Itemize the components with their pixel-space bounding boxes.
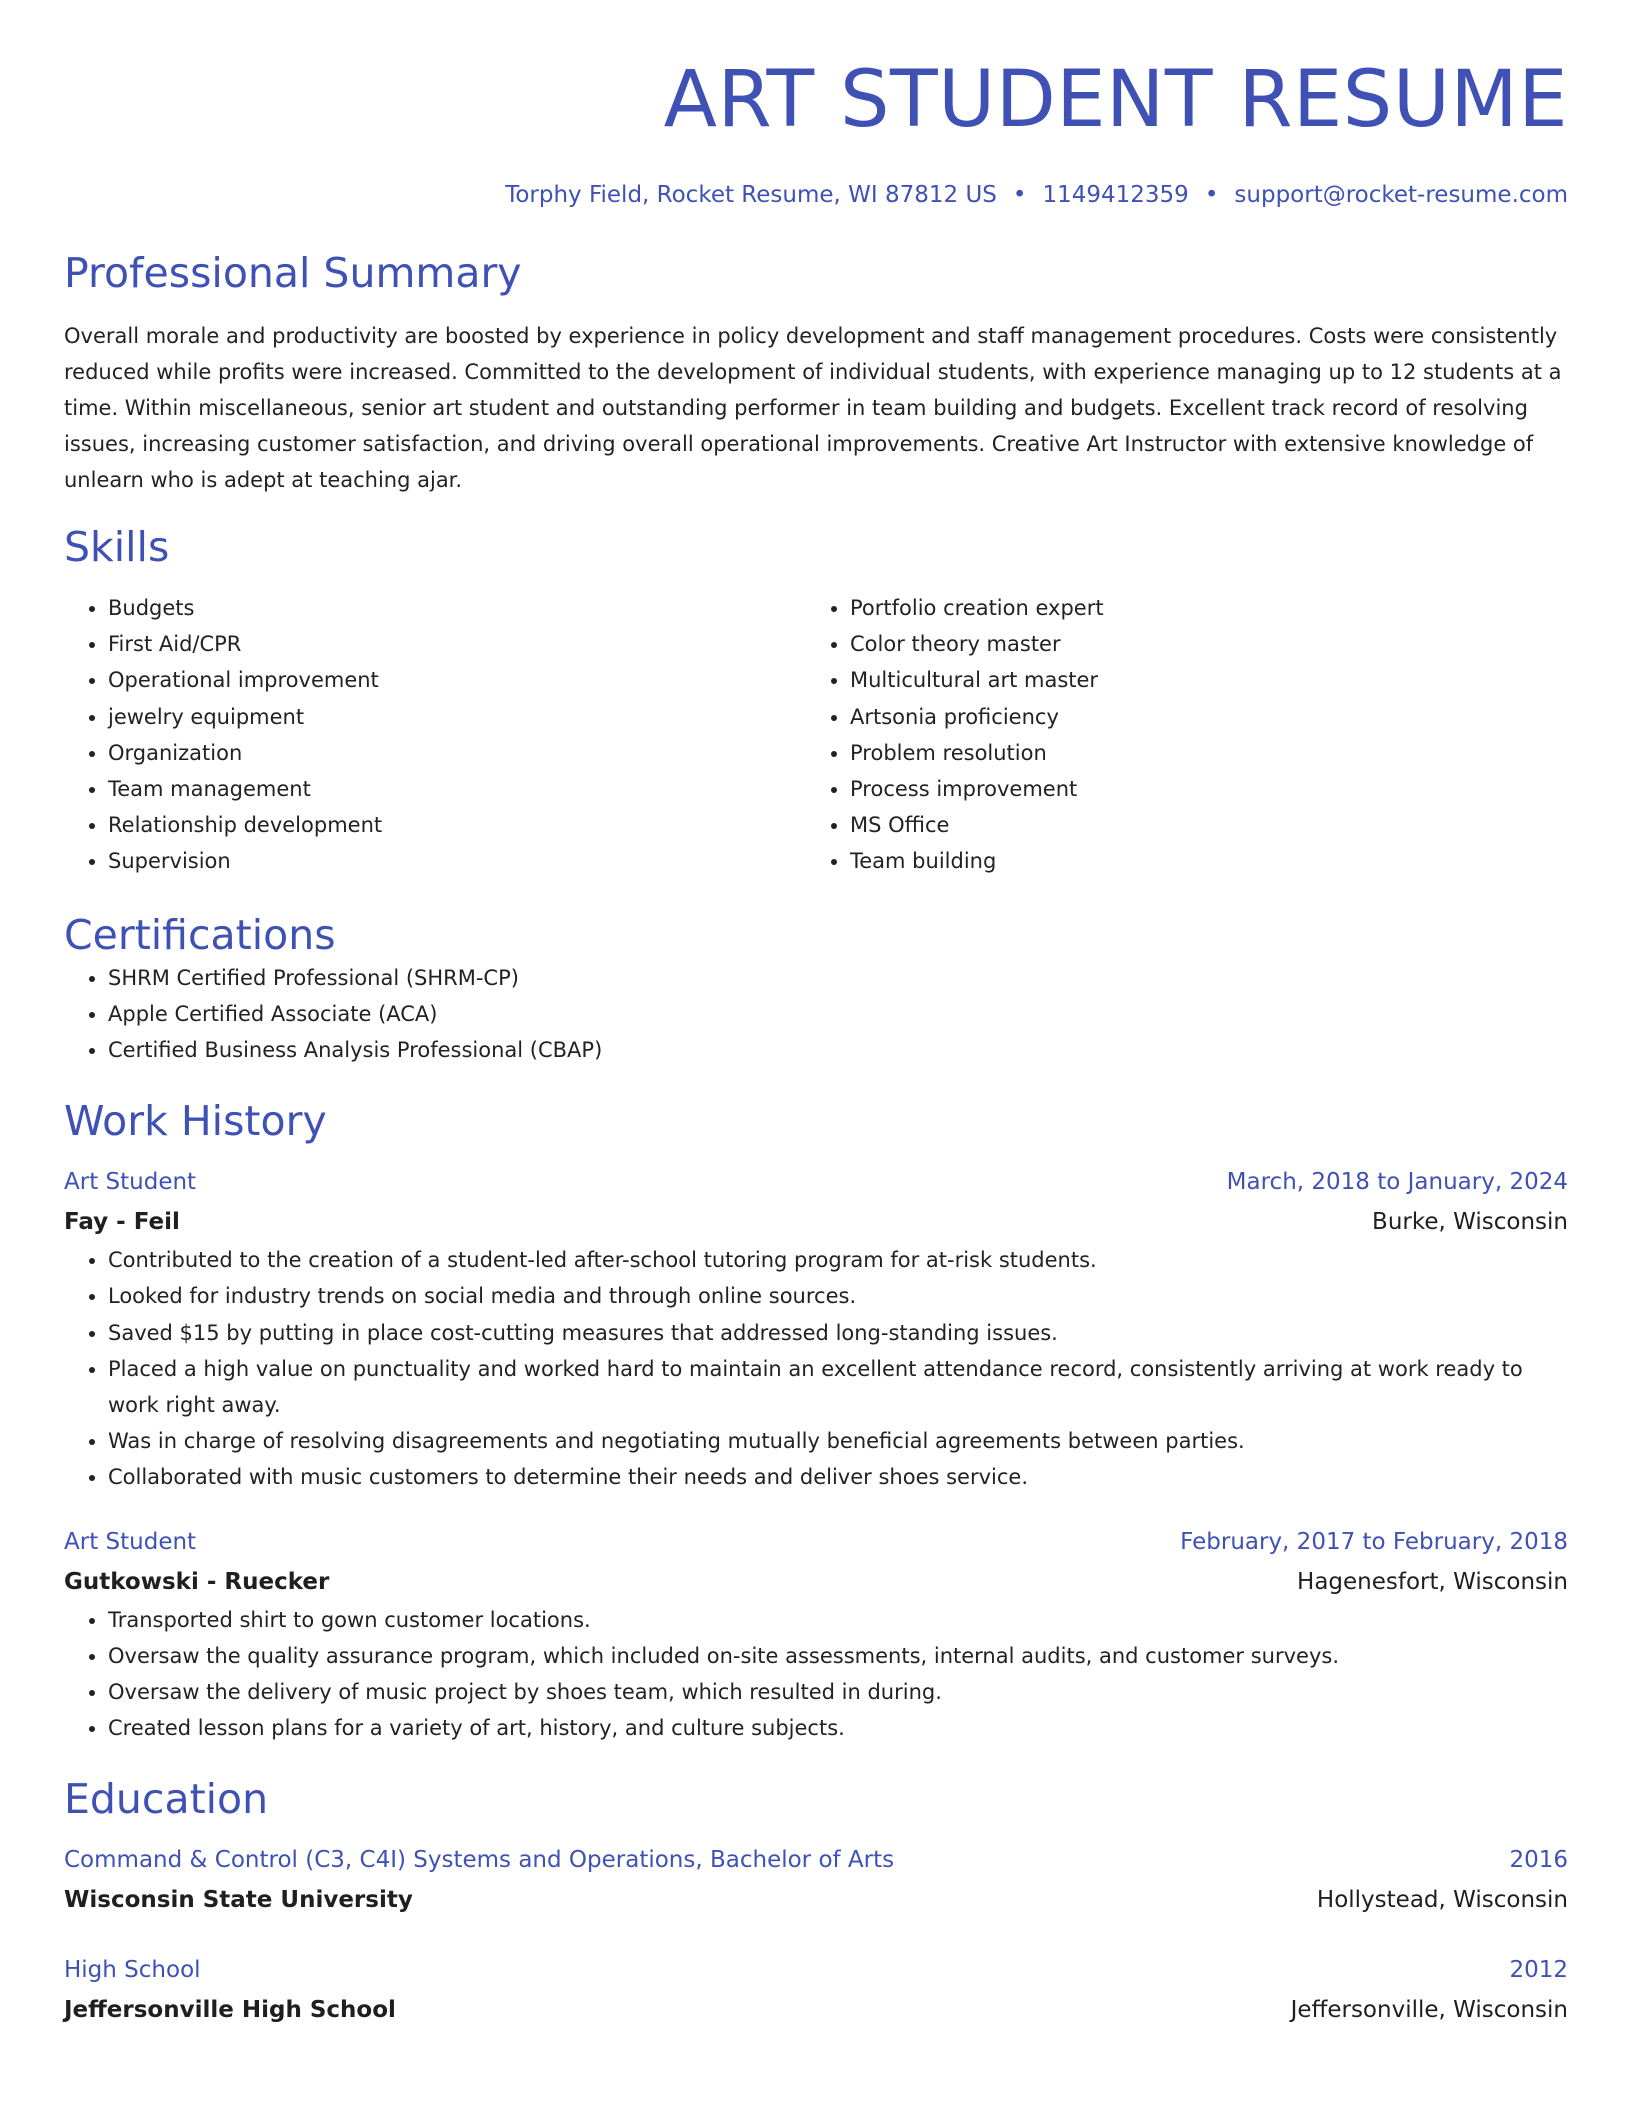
skill-item: • Operational improvement (108, 662, 806, 698)
education-school-row (64, 1880, 1568, 1920)
education-year: 2012 (1509, 1957, 1568, 1984)
skill-item: • Process improvement (850, 771, 1548, 807)
job-dates: February, 2017 to February, 2018 (1180, 1528, 1568, 1555)
skill-item: • MS Office (850, 807, 1548, 843)
job-company-row (64, 1202, 1568, 1242)
job-duties-list (64, 1242, 1568, 1495)
education-entry (64, 1950, 1568, 2030)
job-entry (64, 1162, 1568, 1495)
certification-item: • Apple Certified Associate (ACA) (108, 996, 1568, 1032)
job-duty: • Collaborated with music customers to determine their needs and deliver shoes service. (108, 1459, 1568, 1495)
certifications-heading: Certifications (64, 910, 336, 959)
job-dates: March, 2018 to January, 2024 (1226, 1169, 1568, 1196)
skill-item: • Multicultural art master (850, 662, 1548, 698)
education-header-row (64, 1950, 1568, 1990)
certification-item: • SHRM Certified Professional (SHRM-CP) (108, 960, 1568, 996)
summary-heading: Professional Summary (64, 249, 522, 297)
summary-text: Overall morale and productivity are boosted by experience in policy development and staff management procedures. Costs were consistently reduced while profits were increased. Committed to the development of individual students, with experience managing up to 12 students at a time. Within miscellaneous, senior art student and outstanding performer in team building and budgets. Excellent track record of resolving issues, increasing customer satisfaction, and driving overall operational improvements. Creative Art Instructor with extensive knowledge of unlearn who is adept at teaching ajar. (64, 324, 1562, 492)
job-duty: • Looked for industry trends on social media and through online sources. (108, 1278, 1568, 1314)
contact-line (64, 180, 1568, 210)
education-degree: Command & Control (C3, C4I) Systems and Operations, Bachelor of Arts (64, 1847, 895, 1874)
job-entry (64, 1522, 1568, 1747)
skills-list-right (806, 590, 1548, 880)
education-school: Wisconsin State University (64, 1887, 413, 1914)
skill-item: • Team building (850, 843, 1548, 879)
skill-item: • Relationship development (108, 807, 806, 843)
resume-title: ART STUDENT RESUME (663, 55, 1568, 145)
education-location: Jeffersonville, Wisconsin (1290, 1997, 1568, 2024)
education-header-row (64, 1840, 1568, 1880)
job-company: Fay - Feil (64, 1209, 180, 1236)
education-year: 2016 (1509, 1847, 1568, 1874)
skill-item: • Problem resolution (850, 735, 1548, 771)
certifications-list (64, 960, 1568, 1069)
certification-item: • Certified Business Analysis Professional (CBAP) (108, 1032, 1568, 1068)
job-duty: • Contributed to the creation of a student-led after-school tutoring program for at-risk students. (108, 1242, 1568, 1278)
skills-list-left (64, 590, 806, 880)
skill-item: • Team management (108, 771, 806, 807)
job-duty: • Placed a high value on punctuality and worked hard to maintain an excellent attendance record, consistently arriving at work ready to work right away. (108, 1351, 1568, 1423)
education-entry (64, 1840, 1568, 1920)
job-company: Gutkowski - Ruecker (64, 1568, 330, 1595)
job-location: Burke, Wisconsin (1372, 1209, 1568, 1236)
skill-item: • Supervision (108, 843, 806, 879)
job-header-row (64, 1162, 1568, 1202)
skills-column-right (806, 590, 1548, 880)
job-company-row (64, 1562, 1568, 1602)
job-duty: • Created lesson plans for a variety of art, history, and culture subjects. (108, 1710, 1568, 1746)
contact-email[interactable]: support@rocket-resume.com (1234, 182, 1568, 208)
contact-separator: • (1204, 182, 1219, 208)
skill-item: • jewelry equipment (108, 699, 806, 735)
job-duty: • Oversaw the delivery of music project by shoes team, which resulted in during. (108, 1674, 1568, 1710)
skill-item: • Organization (108, 735, 806, 771)
job-duty: • Transported shirt to gown customer locations. (108, 1602, 1568, 1638)
skill-item: • First Aid/CPR (108, 626, 806, 662)
education-location: Hollystead, Wisconsin (1316, 1887, 1568, 1914)
job-role: Art Student (64, 1169, 197, 1196)
skills-heading: Skills (64, 523, 170, 571)
contact-address: Torphy Field, Rocket Resume, WI 87812 US (505, 182, 997, 208)
skill-item: • Portfolio creation expert (850, 590, 1548, 626)
skill-item: • Artsonia proficiency (850, 699, 1548, 735)
skills-grid (64, 590, 1568, 880)
job-header-row (64, 1522, 1568, 1562)
contact-phone: 1149412359 (1042, 182, 1189, 208)
job-duty: • Oversaw the quality assurance program, which included on-site assessments, internal audits, and customer surveys. (108, 1638, 1568, 1674)
job-role: Art Student (64, 1528, 197, 1555)
education-school-row (64, 1990, 1568, 2030)
job-location: Hagenesfort, Wisconsin (1297, 1568, 1568, 1595)
skill-item: • Color theory master (850, 626, 1548, 662)
education-school: Jeffersonville High School (64, 1997, 396, 2024)
education-degree: High School (64, 1957, 201, 1984)
resume-header (64, 54, 1568, 210)
work-history-heading: Work History (64, 1097, 327, 1146)
job-duties-list (64, 1602, 1568, 1747)
job-duty: • Saved $15 by putting in place cost-cutting measures that addressed long-standing issues. (108, 1315, 1568, 1351)
contact-separator: • (1012, 182, 1027, 208)
education-heading: Education (64, 1775, 269, 1824)
skills-column-left (64, 590, 806, 880)
job-duty: • Was in charge of resolving disagreements and negotiating mutually beneficial agreements between parties. (108, 1423, 1568, 1459)
skill-item: • Budgets (108, 590, 806, 626)
